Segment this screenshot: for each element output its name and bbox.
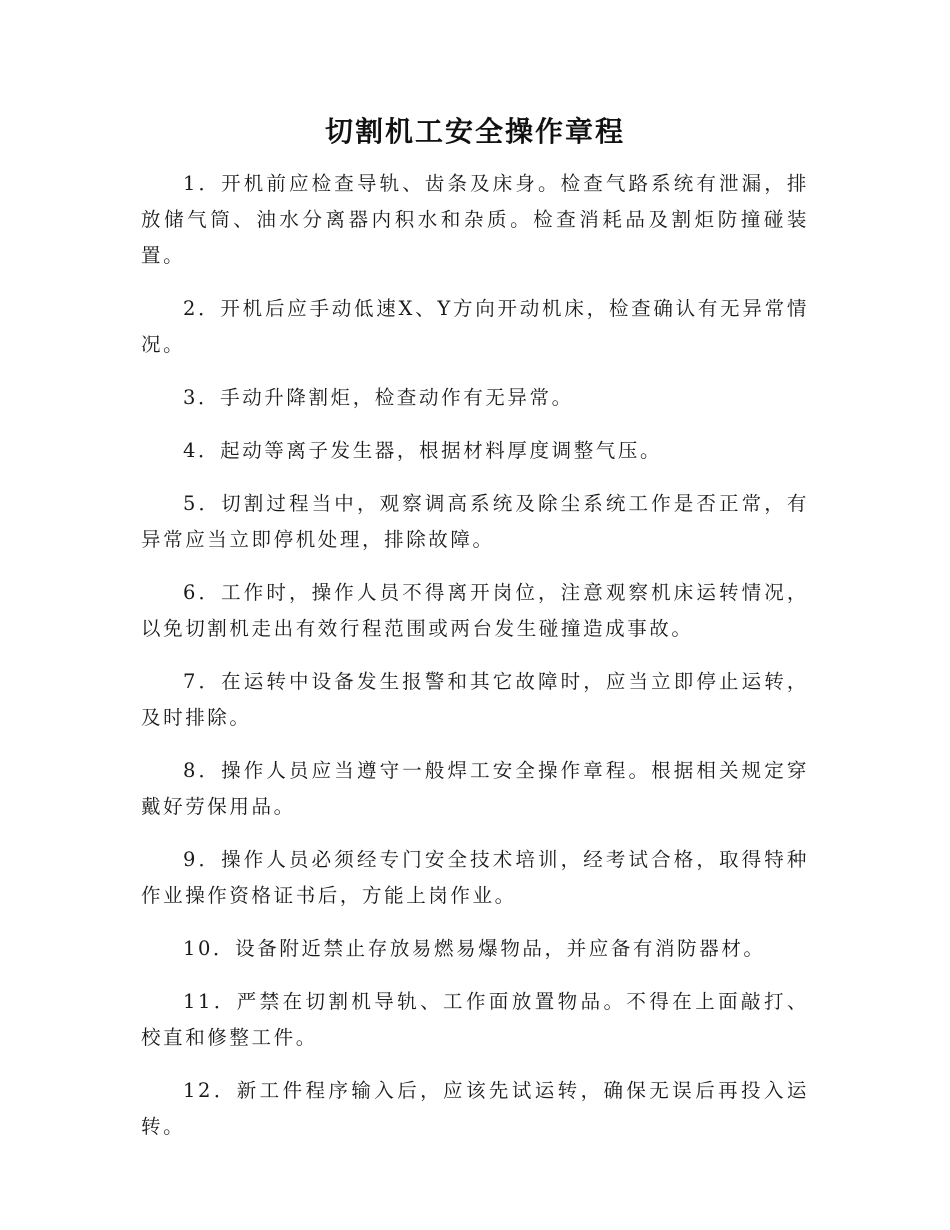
clause-7: 7．在运转中设备发生报警和其它故障时，应当立即停止运转，及时排除。	[141, 670, 809, 729]
document-title: 切割机工安全操作章程	[324, 115, 625, 148]
clause-9: 9．操作人员必须经专门安全技术培训，经考试合格，取得特种作业操作资格证书后，方能上岗作业。	[141, 848, 809, 907]
clause-4: 4．起动等离子发生器，根据材料厚度调整气压。	[183, 439, 663, 462]
clause-list	[141, 166, 809, 1162]
clause-8: 8．操作人员应当遵守一般焊工安全操作章程。根据相关规定穿戴好劳保用品。	[141, 759, 809, 818]
clause-3: 3．手动升降割炬，检查动作有无异常。	[183, 386, 574, 409]
clause-11: 11．严禁在切割机导轨、工作面放置物品。不得在上面敲打、校直和修整工件。	[141, 990, 809, 1049]
clause-6: 6．工作时，操作人员不得离开岗位，注意观察机床运转情况，以免切割机走出有效行程范围或两台发生碰撞造成事故。	[141, 581, 809, 640]
clause-12: 12．新工件程序输入后，应该先试运转，确保无误后再投入运转。	[141, 1079, 809, 1138]
clause-10: 10．设备附近禁止存放易燃易爆物品，并应备有消防器材。	[183, 937, 766, 960]
clause-1: 1．开机前应检查导轨、齿条及床身。检查气路系统有泄漏，排放储气筒、油水分离器内积水和杂质。检查消耗品及割炬防撞碰装置。	[141, 172, 809, 267]
clause-5: 5．切割过程当中，观察调高系统及除尘系统工作是否正常，有异常应当立即停机处理，排除故障。	[141, 492, 809, 551]
clause-2: 2．开机后应手动低速X、Y方向开动机床，检查确认有无异常情况。	[141, 297, 809, 356]
